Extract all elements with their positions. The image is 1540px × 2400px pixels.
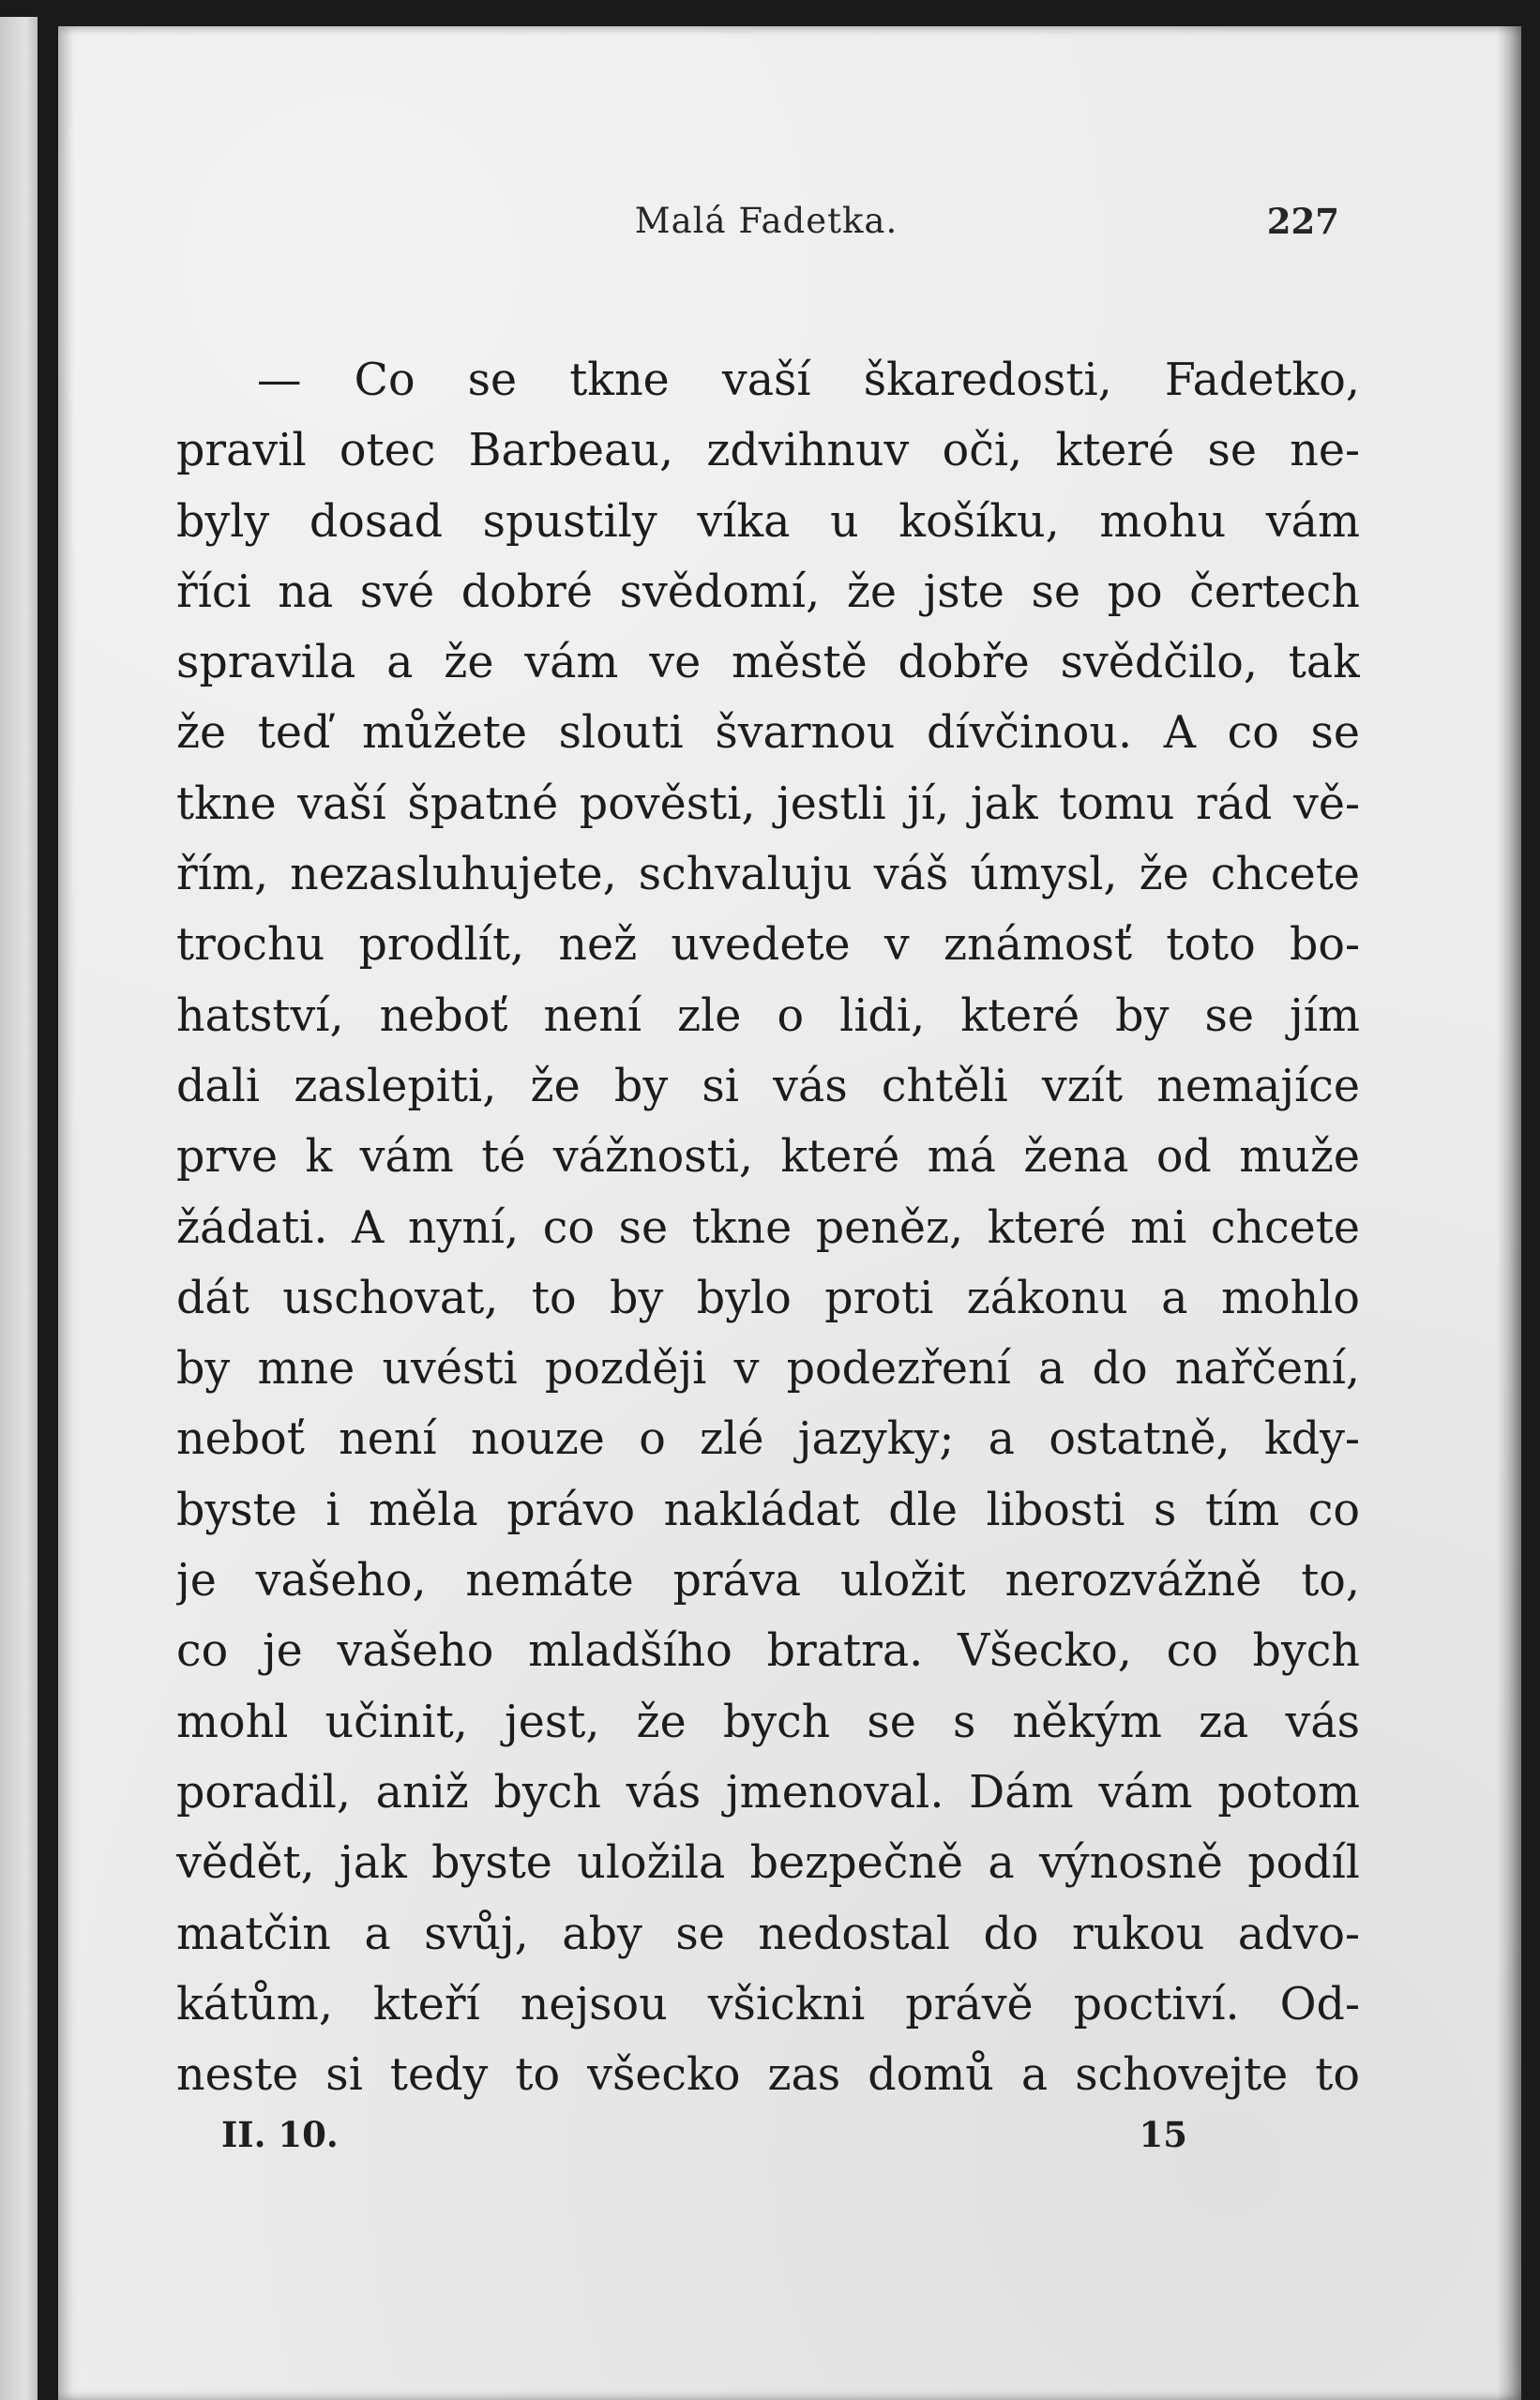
previous-page-edge [0,17,38,2400]
page-footer [221,2114,1187,2166]
text-line: je vašeho, nemáte práva uložit nerozvážně to, [176,1555,1360,1608]
text-line: pravil otec Barbeau, zdvihnuv oči, které se ne- [176,425,1360,477]
text-line: vědět, jak byste uložila bezpečně a výnosně podíl [176,1837,1360,1890]
text-line: mohl učinit, jest, že bych se s někým za vás [176,1696,1360,1748]
text-line: byly dosad spustily víka u košíku, mohu vám [176,495,1360,548]
text-line: prve k vám té vážnosti, které má žena od muže [176,1131,1360,1184]
text-line: neboť není nouze o zlé jazyky; a ostatně, kdy- [176,1413,1360,1466]
text-line: dali zaslepiti, že by si vás chtěli vzít nemajíce [176,1060,1360,1112]
text-line: tkne vaší špatné pověsti, jestli jí, jak tomu rád vě- [176,777,1360,830]
text-line: spravila a že vám ve městě dobře svědčilo, tak [176,637,1360,689]
text-line: matčin a svůj, aby se nedostal do rukou advo- [176,1908,1360,1960]
book-page [58,26,1521,2400]
text-line: kátům, kteří nejsou všickni právě poctiví. Od- [176,1978,1360,2030]
text-line: — Co se tkne vaší škaredosti, Fadetko, [257,355,1360,406]
page-header [193,201,1339,257]
text-line: trochu prodlít, než uvedete v známosť toto bo- [176,919,1360,972]
text-line: řím, nezasluhujete, schvaluju váš úmysl, že chcete [176,849,1360,901]
text-line: říci na své dobré svědomí, že jste se po čertech [176,566,1360,618]
text-line: že teď můžete slouti švarnou dívčinou. A co se [176,707,1360,760]
text-line: by mne uvésti později v podezření a do nařčení, [176,1343,1360,1396]
text-line: hatství, neboť není zle o lidi, které by se jím [176,989,1360,1042]
text-line: neste si tedy to všecko zas domů a schovejte to [176,2049,1360,2102]
running-title: Malá Fadetka. [634,201,898,241]
text-line: poradil, aniž bych vás jmenoval. Dám vám potom [176,1766,1360,1819]
text-line: byste i měla právo nakládat dle libosti s tím co [176,1484,1360,1536]
sheet-number: 15 [1139,2114,1187,2155]
body-text [176,345,1360,2110]
text-line: co je vašeho mladšího bratra. Všecko, co bych [176,1625,1360,1678]
page-number: 227 [1266,201,1339,242]
signature-mark: II. 10. [221,2114,339,2155]
text-line: dát uschovat, to by bylo proti zákonu a mohlo [176,1272,1360,1324]
text-line: žádati. A nyní, co se tkne peněz, které mi chcete [176,1201,1360,1254]
